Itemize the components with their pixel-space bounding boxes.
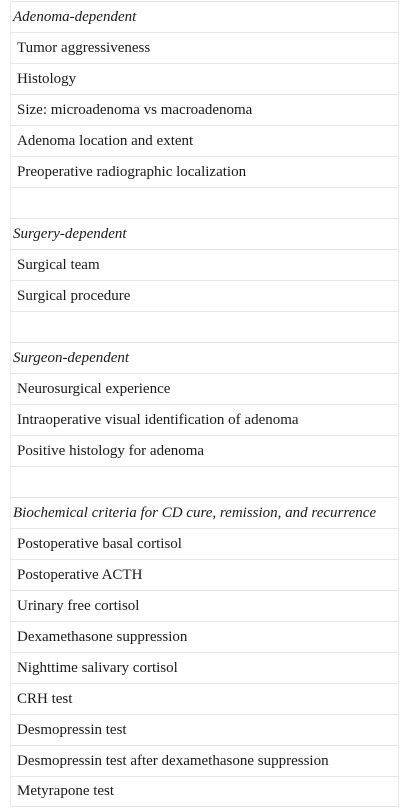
table-row: Histology [11,63,398,94]
table-row: Neurosurgical experience [11,373,398,404]
table-row: Postoperative ACTH [11,559,398,590]
table-row: Desmopressin test [11,714,398,745]
table-row: Adenoma location and extent [11,125,398,156]
blank-row [11,187,398,218]
section-header: Adenoma-dependent [11,1,398,32]
table-row: Size: microadenoma vs macroadenoma [11,94,398,125]
table-row: Dexamethasone suppression [11,621,398,652]
table-row: Preoperative radiographic localization [11,156,398,187]
table-row: Positive histology for adenoma [11,435,398,466]
criteria-table [10,1,399,807]
table-row: Metyrapone test [11,776,398,807]
section-header: Biochemical criteria for CD cure, remission, and recurrence [11,497,398,528]
section-header: Surgery-dependent [11,218,398,249]
table-row: Tumor aggressiveness [11,32,398,63]
blank-row [11,466,398,497]
table-row: Postoperative basal cortisol [11,528,398,559]
table-row: Surgical team [11,249,398,280]
table-row: Intraoperative visual identification of adenoma [11,404,398,435]
table-row: Nighttime salivary cortisol [11,652,398,683]
table-row: CRH test [11,683,398,714]
table-row: Surgical procedure [11,280,398,311]
blank-row [11,311,398,342]
table-row: Urinary free cortisol [11,590,398,621]
table-row: Desmopressin test after dexamethasone suppression [11,745,398,776]
section-header: Surgeon-dependent [11,342,398,373]
